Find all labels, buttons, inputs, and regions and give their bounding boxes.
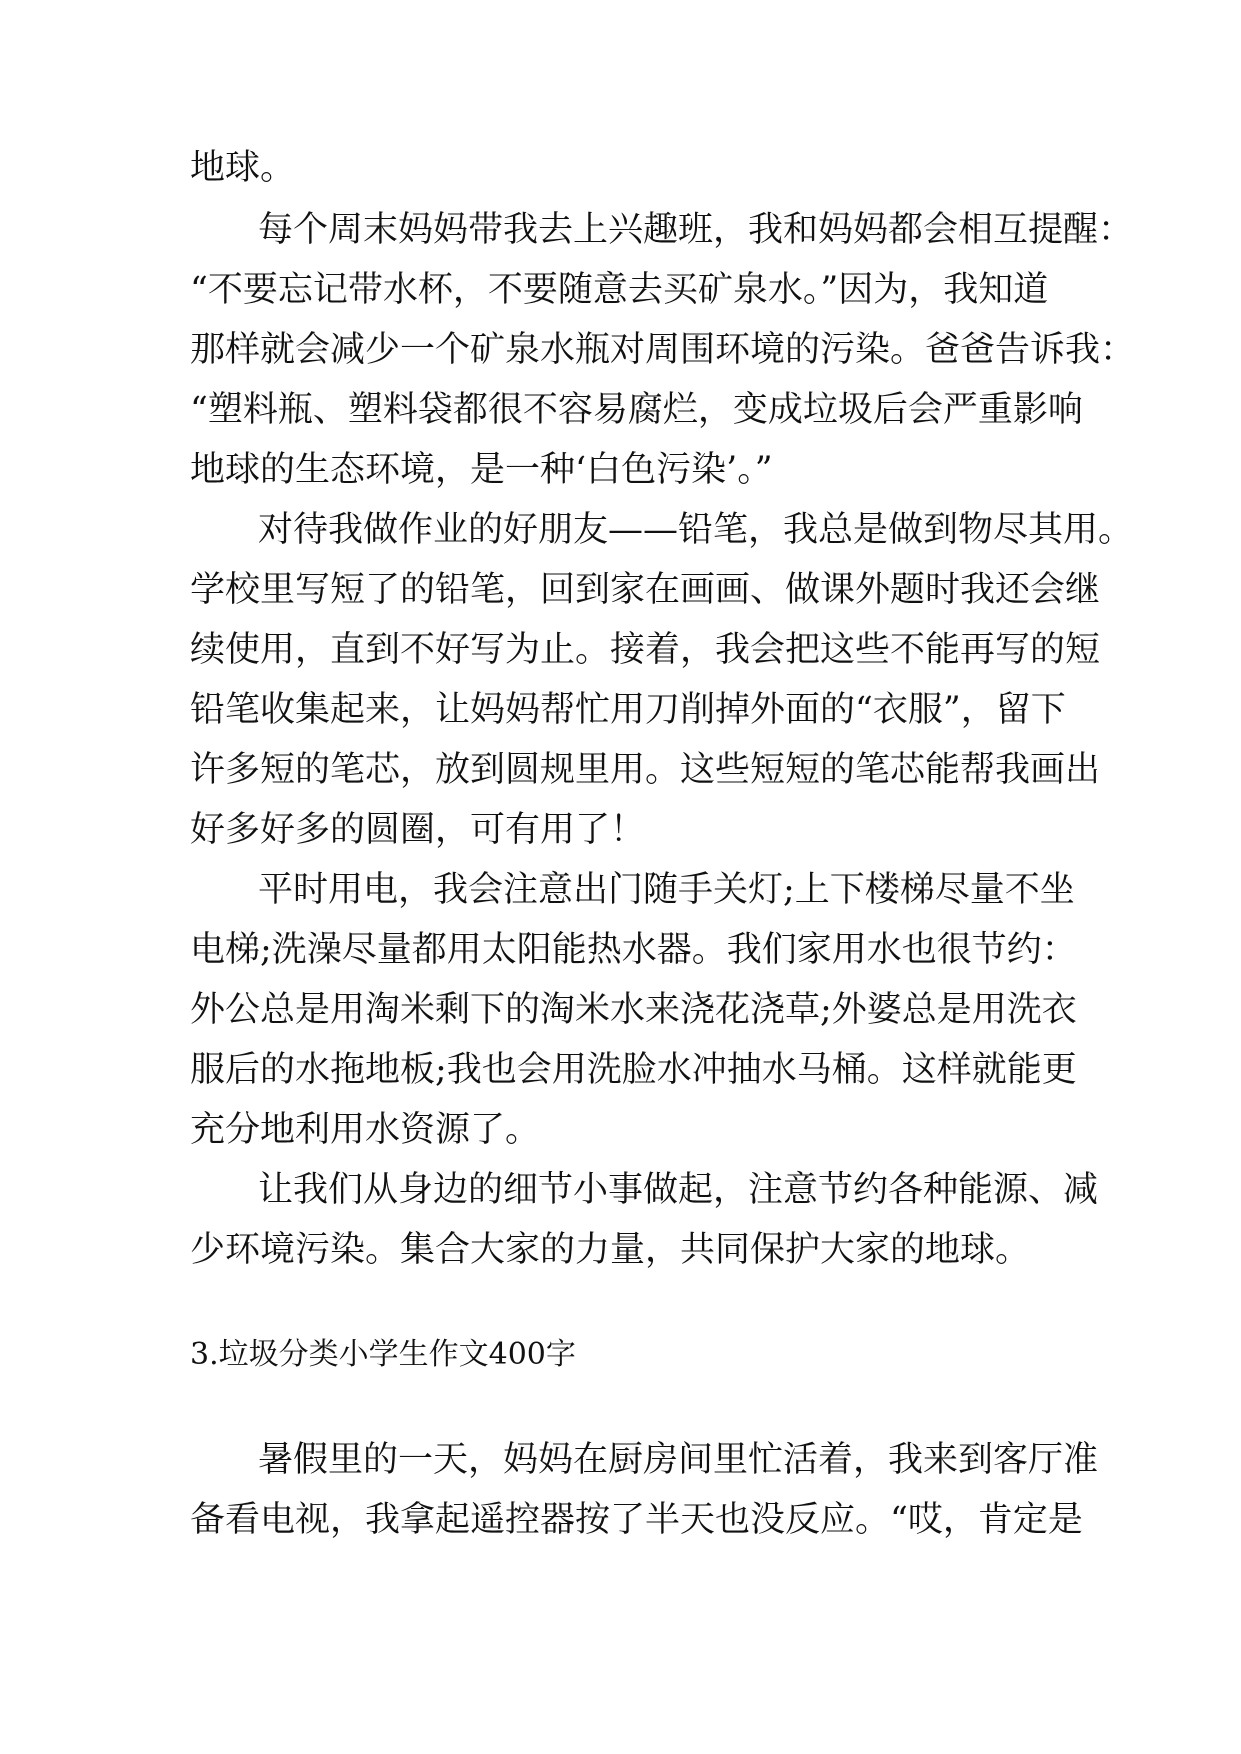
text-line: 少环境污染。集合大家的力量，共同保护大家的地球。 xyxy=(190,1230,1031,1270)
text-line: “不要忘记带水杯，不要随意去买矿泉水。”因为，我知道 xyxy=(190,270,1049,310)
text-line: 铅笔收集起来，让妈妈帮忙用刀削掉外面的“衣服”，留下 xyxy=(190,690,1066,730)
text-line: 地球的生态环境，是一种‘白色污染’。” xyxy=(190,450,773,490)
text-line: 地球。 xyxy=(190,148,296,188)
text-line: 外公总是用淘米剩下的淘米水来浇花浇草;外婆总是用洗衣 xyxy=(190,990,1077,1030)
text-line: 学校里写短了的铅笔，回到家在画画、做课外题时我还会继 xyxy=(190,570,1101,610)
section-heading: 3.垃圾分类小学生作文400字 xyxy=(190,1337,576,1372)
text-line: 好多好多的圆圈，可有用了！ xyxy=(190,810,646,850)
text-line: 让我们从身边的细节小事做起，注意节约各种能源、减 xyxy=(258,1170,1099,1210)
text-line: 对待我做作业的好朋友——铅笔，我总是做到物尽其用。 xyxy=(258,510,1134,550)
text-line: 那样就会减少一个矿泉水瓶对周围环境的污染。爸爸告诉我： xyxy=(190,330,1136,370)
text-line: 续使用，直到不好写为止。接着，我会把这些不能再写的短 xyxy=(190,630,1101,670)
text-line: 备看电视，我拿起遥控器按了半天也没反应。“哎，肯定是 xyxy=(190,1500,1083,1540)
text-line: 服后的水拖地板;我也会用洗脸水冲抽水马桶。这样就能更 xyxy=(190,1050,1077,1090)
text-line: “塑料瓶、塑料袋都很不容易腐烂，变成垃圾后会严重影响 xyxy=(190,390,1083,430)
text-line: 平时用电，我会注意出门随手关灯;上下楼梯尽量不坐 xyxy=(258,870,1075,910)
text-line: 充分地利用水资源了。 xyxy=(190,1110,541,1150)
text-line: 电梯;洗澡尽量都用太阳能热水器。我们家用水也很节约： xyxy=(190,930,1077,970)
text-line: 每个周末妈妈带我去上兴趣班，我和妈妈都会相互提醒： xyxy=(258,210,1134,250)
text-line: 暑假里的一天，妈妈在厨房间里忙活着，我来到客厅准 xyxy=(258,1440,1099,1480)
text-line: 许多短的笔芯，放到圆规里用。这些短短的笔芯能帮我画出 xyxy=(190,750,1101,790)
